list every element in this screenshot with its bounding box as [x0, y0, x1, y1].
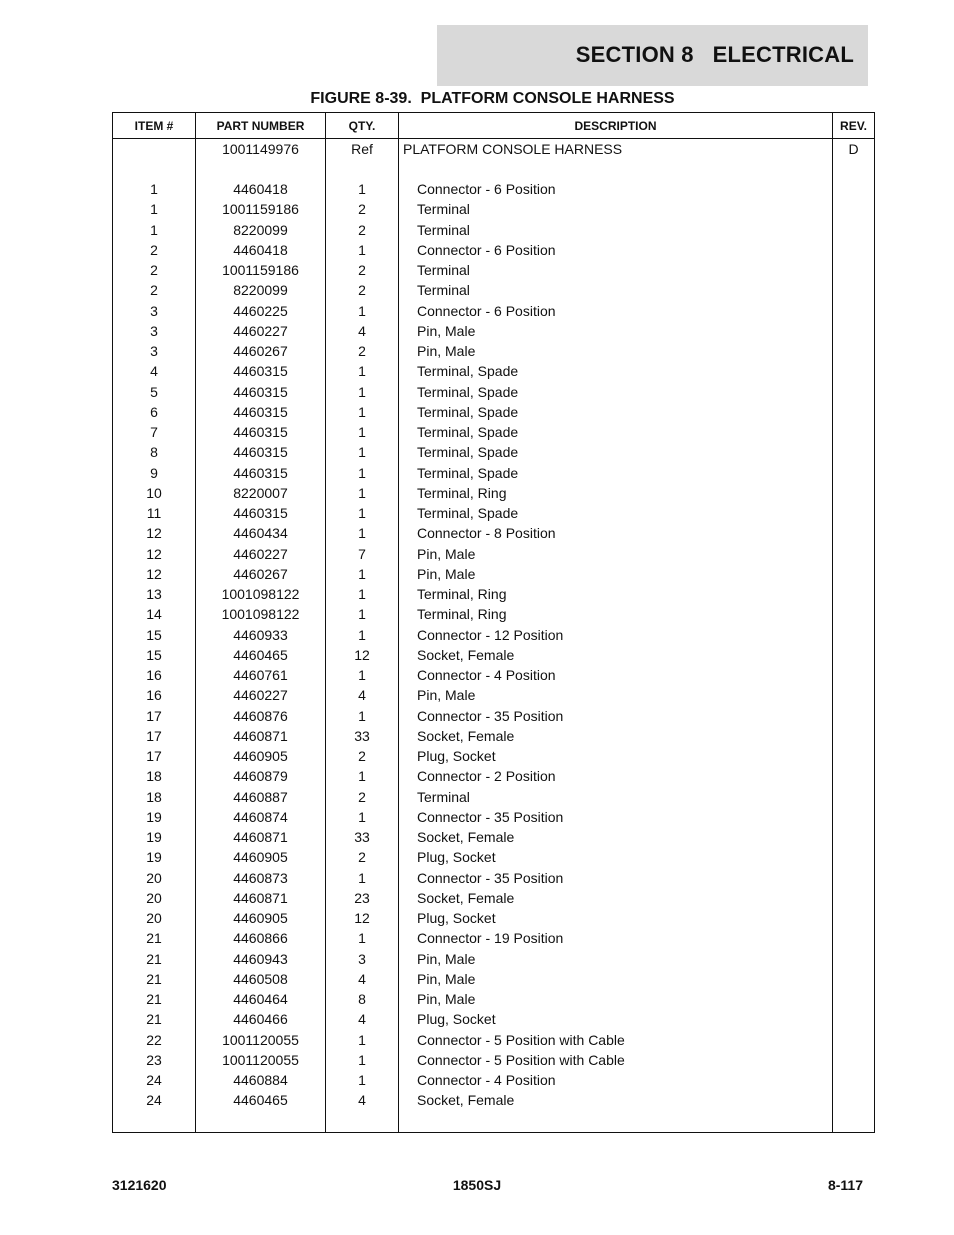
part-number-cell: 4460873 [233, 869, 288, 886]
qty-cell: 2 [358, 343, 366, 359]
description-cell: Plug, Socket [417, 910, 496, 926]
qty-cell: 1 [358, 565, 366, 582]
item-cell: 13 [146, 586, 162, 602]
item-cell: 16 [146, 667, 162, 683]
part-number-cell: 4460905 [233, 910, 288, 926]
part-number-cell: 4460315 [233, 424, 288, 440]
item-cell: 21 [146, 970, 162, 987]
item-cell: 12 [146, 525, 162, 542]
item-cell: 19 [146, 808, 162, 825]
footer-page-number: 8-117 [827, 1177, 863, 1193]
qty-cell: 2 [358, 788, 366, 805]
assembly-item-cell [113, 139, 195, 159]
description-cell: Connector - 35 Position [417, 808, 564, 825]
description-cell: Terminal, Spade [417, 505, 519, 521]
part-number-cell: 4460418 [233, 181, 288, 197]
item-cell: 19 [146, 829, 162, 845]
qty-cell: 1 [358, 424, 366, 440]
part-number-cell: 4460267 [233, 343, 288, 359]
part-number-cell: 4460508 [233, 970, 288, 987]
description-cell: Terminal [417, 788, 470, 805]
part-number-cell: 4460905 [233, 849, 288, 866]
description-cell: Pin, Male [417, 687, 476, 704]
qty-cell: 1 [358, 403, 366, 420]
table-header-row [113, 113, 875, 139]
part-number-cell: 4460315 [233, 464, 288, 481]
description-cell: Plug, Socket [417, 1011, 496, 1028]
item-cell: 3 [150, 302, 158, 319]
description-cell: Connector - 4 Position [417, 667, 556, 683]
part-number-cell: 4460465 [233, 1092, 288, 1109]
item-cell: 7 [150, 424, 158, 440]
part-number-cell: 4460866 [233, 930, 288, 947]
item-cell: 17 [146, 727, 162, 744]
qty-cell: 1 [358, 626, 366, 643]
description-cell: Connector - 6 Position [417, 302, 556, 319]
qty-cell: 8 [358, 991, 366, 1007]
header-rev: REV. [833, 113, 875, 139]
item-cell: 18 [146, 788, 162, 805]
qty-cell: 1 [358, 505, 366, 521]
footer-document-number: 3121620 [112, 1177, 167, 1193]
description-cell: Terminal, Spade [417, 383, 519, 400]
description-cell: Pin, Male [417, 343, 476, 359]
item-cell: 5 [150, 383, 158, 400]
description-cell: Connector - 2 Position [417, 768, 556, 785]
qty-cell: 1 [358, 808, 366, 825]
qty-cell: 1 [358, 484, 366, 501]
description-cell: Pin, Male [417, 991, 476, 1007]
section-title: SECTION 8 ELECTRICAL [575, 42, 854, 67]
qty-cell: 2 [358, 221, 366, 238]
qty-cell: 7 [358, 545, 366, 562]
description-cell: Socket, Female [417, 646, 515, 663]
qty-cell: 1 [358, 1031, 366, 1048]
qty-cell: 4 [358, 970, 366, 987]
qty-cell: 1 [358, 768, 366, 785]
description-cell: Connector - 5 Position with Cable [417, 1031, 625, 1048]
qty-cell: 1 [358, 869, 366, 886]
item-cell: 19 [146, 849, 162, 866]
description-cell: Terminal, Spade [417, 424, 519, 440]
part-number-cell: 4460434 [233, 525, 288, 542]
item-cell: 17 [146, 707, 162, 724]
part-number-cell: 4460943 [233, 950, 288, 967]
description-cell: Socket, Female [417, 829, 515, 845]
assembly-qty: Ref [351, 141, 373, 157]
assembly-part-number: 1001149976 [222, 141, 299, 157]
item-cell: 20 [146, 910, 162, 926]
qty-cell: 3 [358, 950, 366, 967]
description-cell: Pin, Male [417, 322, 476, 339]
part-number-cell: 1001120055 [222, 1051, 299, 1068]
part-number-cell: 4460315 [233, 505, 288, 521]
item-cell: 4 [150, 363, 158, 380]
qty-cell: 4 [358, 1092, 366, 1109]
part-number-cell: 4460761 [233, 667, 288, 683]
description-cell: Terminal, Spade [417, 363, 519, 380]
item-cell: 1 [150, 221, 158, 238]
item-cell: 2 [150, 241, 158, 258]
qty-cell: 2 [358, 849, 366, 866]
qty-cell: 1 [358, 363, 366, 380]
description-cell: Terminal [417, 282, 470, 299]
description-cell: Plug, Socket [417, 748, 496, 764]
description-cell: Pin, Male [417, 545, 476, 562]
description-cell: Connector - 35 Position [417, 869, 564, 886]
part-number-cell: 4460905 [233, 748, 288, 764]
part-number-cell: 4460876 [233, 707, 288, 724]
part-number-column [196, 139, 326, 1133]
qty-cell: 12 [354, 910, 370, 926]
part-number-cell: 1001159186 [222, 262, 299, 278]
part-number-cell: 8220007 [233, 484, 288, 501]
header-description: DESCRIPTION [399, 113, 833, 139]
description-cell: Terminal, Ring [417, 484, 507, 501]
section-header [437, 25, 868, 86]
part-number-cell: 4460871 [233, 829, 288, 845]
item-cell: 17 [146, 748, 162, 764]
part-number-cell: 4460874 [233, 808, 288, 825]
description-cell: Terminal, Spade [417, 464, 519, 481]
description-cell: Terminal, Spade [417, 444, 519, 461]
qty-cell: 33 [354, 829, 370, 845]
description-cell: Connector - 6 Position [417, 181, 556, 197]
part-number-cell: 1001098122 [221, 586, 300, 602]
qty-cell: 1 [358, 383, 366, 400]
part-number-cell: 4460884 [233, 1072, 288, 1088]
description-cell: Pin, Male [417, 565, 476, 582]
description-cell: Terminal, Ring [417, 606, 507, 623]
part-number-cell: 4460315 [233, 403, 288, 420]
qty-cell: 12 [354, 646, 370, 663]
part-number-cell: 4460227 [233, 322, 288, 339]
part-number-cell: 4460871 [233, 727, 288, 744]
item-cell: 1 [150, 181, 158, 197]
item-cell: 1 [150, 201, 158, 218]
header-item: ITEM # [113, 113, 196, 139]
part-number-cell: 4460887 [233, 788, 288, 805]
qty-cell: 1 [358, 606, 366, 623]
part-number-cell: 4460315 [233, 363, 288, 380]
description-cell: Connector - 12 Position [417, 626, 564, 643]
item-cell: 3 [150, 343, 158, 359]
part-number-cell: 4460315 [233, 444, 288, 461]
qty-cell: 2 [358, 282, 366, 299]
item-cell: 2 [150, 282, 158, 299]
item-column [113, 139, 196, 1133]
item-cell: 24 [146, 1072, 162, 1088]
qty-cell: 33 [354, 727, 370, 744]
part-number-cell: 4460933 [233, 626, 288, 643]
qty-cell: 2 [358, 262, 366, 278]
qty-cell: 4 [358, 687, 366, 704]
item-cell: 12 [146, 565, 162, 582]
description-cell: Terminal, Spade [417, 403, 519, 420]
item-cell: 6 [150, 403, 158, 420]
qty-cell: 1 [358, 586, 366, 602]
item-cell: 21 [146, 930, 162, 947]
item-cell: 2 [150, 262, 158, 278]
description-cell: Connector - 19 Position [417, 930, 564, 947]
description-cell: Pin, Male [417, 950, 476, 967]
item-cell: 21 [146, 950, 162, 967]
qty-cell: 23 [354, 889, 370, 906]
part-number-cell: 4460267 [233, 565, 288, 582]
item-cell: 24 [146, 1092, 162, 1109]
item-cell: 16 [146, 687, 162, 704]
item-cell: 12 [146, 545, 162, 562]
qty-cell: 1 [358, 444, 366, 461]
item-cell: 18 [146, 768, 162, 785]
qty-cell: 1 [358, 525, 366, 542]
part-number-cell: 4460315 [233, 383, 288, 400]
part-number-cell: 1001098122 [221, 606, 300, 623]
part-number-cell: 4460465 [233, 646, 288, 663]
item-cell: 9 [150, 464, 158, 481]
qty-cell: 2 [358, 201, 366, 218]
part-number-cell: 4460879 [233, 768, 288, 785]
description-cell: Connector - 4 Position [417, 1072, 556, 1088]
item-cell: 11 [146, 505, 162, 521]
part-number-cell: 1001120055 [222, 1031, 299, 1048]
qty-cell: 1 [358, 464, 366, 481]
parts-table [112, 112, 875, 1133]
item-cell: 3 [150, 322, 158, 339]
part-number-cell: 4460418 [233, 241, 288, 258]
description-cell: Connector - 6 Position [417, 241, 556, 258]
item-cell: 21 [146, 1011, 162, 1028]
qty-cell: 4 [358, 322, 366, 339]
assembly-rev: D [848, 141, 859, 157]
qty-cell: 1 [358, 1072, 366, 1088]
description-cell: Terminal [417, 201, 470, 218]
description-cell: Socket, Female [417, 727, 515, 744]
part-number-cell: 4460466 [233, 1011, 288, 1028]
part-number-cell: 4460227 [233, 545, 288, 562]
header-qty: QTY. [326, 113, 399, 139]
description-cell: Terminal [417, 221, 470, 238]
assembly-description: PLATFORM CONSOLE HARNESS [403, 141, 623, 157]
part-number-cell: 4460464 [233, 991, 288, 1007]
item-cell: 20 [146, 869, 162, 886]
item-cell: 21 [146, 991, 162, 1007]
description-cell: Terminal [417, 262, 470, 278]
part-number-cell: 4460871 [233, 889, 288, 906]
qty-cell: 1 [358, 181, 366, 197]
item-cell: 22 [146, 1031, 162, 1048]
part-number-cell: 4460227 [233, 687, 288, 704]
part-number-cell: 1001159186 [222, 201, 299, 218]
item-cell: 15 [146, 646, 162, 663]
description-cell: Socket, Female [417, 1092, 515, 1109]
description-cell: Pin, Male [417, 970, 476, 987]
part-number-cell: 4460225 [233, 302, 288, 319]
description-cell: Plug, Socket [417, 849, 496, 866]
item-cell: 15 [146, 626, 162, 643]
qty-cell: 1 [358, 707, 366, 724]
qty-cell: 1 [358, 1051, 366, 1068]
qty-cell: 1 [358, 241, 366, 258]
item-cell: 23 [146, 1051, 162, 1068]
item-cell: 8 [150, 444, 158, 461]
part-number-cell: 8220099 [233, 221, 288, 238]
item-cell: 10 [146, 484, 162, 501]
description-cell: Connector - 8 Position [417, 525, 556, 542]
qty-cell: 1 [358, 930, 366, 947]
item-cell: 20 [146, 889, 162, 906]
qty-cell: 1 [358, 302, 366, 319]
description-column [399, 139, 833, 1133]
item-cell: 14 [146, 606, 162, 623]
qty-cell: 4 [358, 1011, 366, 1028]
figure-title: FIGURE 8-39. PLATFORM CONSOLE HARNESS [310, 90, 675, 107]
description-cell: Connector - 5 Position with Cable [417, 1051, 625, 1068]
description-cell: Socket, Female [417, 889, 515, 906]
qty-cell: 1 [358, 667, 366, 683]
header-part-number: PART NUMBER [196, 113, 326, 139]
qty-column [326, 139, 399, 1133]
rev-column [833, 139, 875, 1133]
qty-cell: 2 [358, 748, 366, 764]
description-cell: Connector - 35 Position [417, 707, 564, 724]
part-number-cell: 8220099 [233, 282, 288, 299]
description-cell: Terminal, Ring [417, 586, 507, 602]
footer-model: 1850SJ [452, 1177, 502, 1193]
